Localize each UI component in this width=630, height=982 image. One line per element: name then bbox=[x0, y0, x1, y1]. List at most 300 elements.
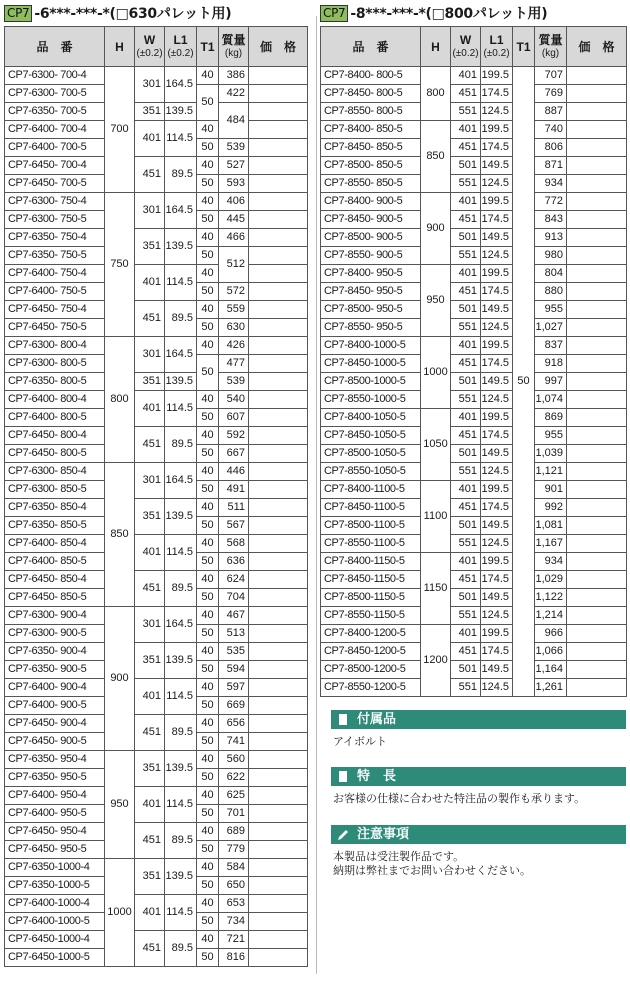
l1-cell: 124.5 bbox=[481, 103, 513, 121]
price-cell bbox=[249, 463, 308, 481]
column-divider bbox=[316, 16, 317, 974]
mass-cell: 624 bbox=[219, 571, 249, 589]
width-cell: 301 bbox=[135, 607, 165, 643]
mass-cell: 467 bbox=[219, 607, 249, 625]
series-badge: CP7 bbox=[4, 5, 32, 22]
height-cell: 900 bbox=[421, 193, 451, 265]
notes-line: 本製品は受注製作品です。 bbox=[333, 850, 465, 863]
price-cell bbox=[567, 85, 627, 103]
part-number-cell: CP7-6400- 850-4 bbox=[5, 535, 105, 553]
heading-marker-icon bbox=[339, 714, 347, 725]
width-cell: 501 bbox=[451, 229, 481, 247]
width-cell: 451 bbox=[451, 85, 481, 103]
price-cell bbox=[249, 193, 308, 211]
l1-cell: 114.5 bbox=[165, 121, 197, 157]
part-number-cell: CP7-6400- 800-5 bbox=[5, 409, 105, 427]
table-row bbox=[5, 643, 308, 661]
height-cell: 850 bbox=[105, 463, 135, 607]
part-number-cell: CP7-8500-1050-5 bbox=[321, 445, 421, 463]
part-number-cell: CP7-8500-1000-5 bbox=[321, 373, 421, 391]
mass-cell: 934 bbox=[535, 553, 567, 571]
t1-cell: 40 bbox=[197, 391, 219, 409]
part-number-cell: CP7-6350- 800-5 bbox=[5, 373, 105, 391]
width-cell: 451 bbox=[135, 301, 165, 337]
width-cell: 351 bbox=[135, 751, 165, 787]
height-cell: 950 bbox=[421, 265, 451, 337]
price-cell bbox=[249, 607, 308, 625]
t1-cell: 50 bbox=[197, 355, 219, 391]
mass-cell: 466 bbox=[219, 229, 249, 247]
header-l1: L1 (±0.2) bbox=[165, 27, 197, 67]
price-cell bbox=[249, 247, 308, 265]
price-cell bbox=[249, 229, 308, 247]
table-row bbox=[321, 247, 627, 265]
width-cell: 551 bbox=[451, 175, 481, 193]
mass-cell: 869 bbox=[535, 409, 567, 427]
part-number-cell: CP7-6300- 800-4 bbox=[5, 337, 105, 355]
l1-cell: 114.5 bbox=[165, 895, 197, 931]
mass-cell: 704 bbox=[219, 589, 249, 607]
t1-cell: 40 bbox=[197, 715, 219, 733]
table-row bbox=[321, 337, 627, 355]
width-cell: 401 bbox=[135, 787, 165, 823]
part-number-cell: CP7-8400-1200-5 bbox=[321, 625, 421, 643]
t1-cell: 50 bbox=[197, 247, 219, 265]
header-price: 価 格 bbox=[249, 27, 308, 67]
part-number-cell: CP7-6400- 900-5 bbox=[5, 697, 105, 715]
part-number-cell: CP7-6450- 850-4 bbox=[5, 571, 105, 589]
price-cell bbox=[249, 697, 308, 715]
table-row bbox=[5, 535, 308, 553]
price-cell bbox=[249, 139, 308, 157]
part-number-cell: CP7-8400- 850-5 bbox=[321, 121, 421, 139]
t1-cell: 50 bbox=[197, 319, 219, 337]
l1-cell: 114.5 bbox=[165, 391, 197, 427]
mass-cell: 980 bbox=[535, 247, 567, 265]
header-h: H bbox=[105, 27, 135, 67]
price-cell bbox=[249, 949, 308, 967]
t1-cell: 40 bbox=[197, 157, 219, 175]
price-cell bbox=[567, 571, 627, 589]
table-row bbox=[321, 535, 627, 553]
l1-cell: 199.5 bbox=[481, 265, 513, 283]
width-cell: 451 bbox=[135, 823, 165, 859]
price-cell bbox=[249, 175, 308, 193]
mass-cell: 540 bbox=[219, 391, 249, 409]
table-row bbox=[5, 931, 308, 949]
price-cell bbox=[249, 409, 308, 427]
width-cell: 551 bbox=[451, 247, 481, 265]
width-cell: 551 bbox=[451, 391, 481, 409]
mass-cell: 707 bbox=[535, 67, 567, 85]
t1-cell: 40 bbox=[197, 643, 219, 661]
l1-cell: 174.5 bbox=[481, 427, 513, 445]
price-cell bbox=[567, 589, 627, 607]
part-number-cell: CP7-6350- 900-5 bbox=[5, 661, 105, 679]
l1-cell: 199.5 bbox=[481, 193, 513, 211]
mass-cell: 607 bbox=[219, 409, 249, 427]
mass-cell: 806 bbox=[535, 139, 567, 157]
width-cell: 501 bbox=[451, 589, 481, 607]
l1-cell: 149.5 bbox=[481, 517, 513, 535]
l1-cell: 149.5 bbox=[481, 301, 513, 319]
t1-cell: 50 bbox=[197, 283, 219, 301]
part-number-cell: CP7-8400-1100-5 bbox=[321, 481, 421, 499]
price-cell bbox=[249, 391, 308, 409]
table-row bbox=[5, 499, 308, 517]
l1-cell: 124.5 bbox=[481, 319, 513, 337]
series-badge: CP7 bbox=[320, 5, 348, 22]
table-row bbox=[5, 67, 308, 85]
price-cell bbox=[567, 337, 627, 355]
mass-cell: 527 bbox=[219, 157, 249, 175]
l1-cell: 139.5 bbox=[165, 229, 197, 265]
part-number-cell: CP7-6400- 900-4 bbox=[5, 679, 105, 697]
price-cell bbox=[249, 481, 308, 499]
left-table-title bbox=[4, 4, 231, 24]
mass-cell: 560 bbox=[219, 751, 249, 769]
l1-cell: 114.5 bbox=[165, 679, 197, 715]
part-number-cell: CP7-8450- 950-5 bbox=[321, 283, 421, 301]
price-cell bbox=[567, 319, 627, 337]
width-cell: 351 bbox=[135, 859, 165, 895]
price-cell bbox=[567, 67, 627, 85]
part-number-cell: CP7-6450-1000-4 bbox=[5, 931, 105, 949]
t1-cell: 50 bbox=[197, 913, 219, 931]
mass-cell: 837 bbox=[535, 337, 567, 355]
pencil-icon bbox=[337, 828, 350, 841]
t1-cell: 40 bbox=[197, 121, 219, 139]
l1-cell: 149.5 bbox=[481, 229, 513, 247]
mass-cell: 1,214 bbox=[535, 607, 567, 625]
l1-cell: 89.5 bbox=[165, 715, 197, 751]
mass-cell: 513 bbox=[219, 625, 249, 643]
height-cell: 800 bbox=[105, 337, 135, 463]
table-row bbox=[321, 409, 627, 427]
table-row bbox=[321, 427, 627, 445]
width-cell: 401 bbox=[135, 121, 165, 157]
t1-cell: 50 bbox=[197, 481, 219, 499]
mass-cell: 843 bbox=[535, 211, 567, 229]
price-cell bbox=[249, 337, 308, 355]
mass-cell: 871 bbox=[535, 157, 567, 175]
mass-cell: 1,074 bbox=[535, 391, 567, 409]
table-row bbox=[5, 715, 308, 733]
header-w: W (±0.2) bbox=[451, 27, 481, 67]
price-cell bbox=[567, 661, 627, 679]
l1-cell: 114.5 bbox=[165, 787, 197, 823]
price-cell bbox=[249, 445, 308, 463]
part-number-cell: CP7-8500- 850-5 bbox=[321, 157, 421, 175]
table-row bbox=[321, 445, 627, 463]
t1-cell: 50 bbox=[513, 67, 535, 697]
mass-cell: 734 bbox=[219, 913, 249, 931]
part-number-cell: CP7-6450-1000-5 bbox=[5, 949, 105, 967]
price-cell bbox=[567, 301, 627, 319]
width-cell: 451 bbox=[135, 427, 165, 463]
part-number-cell: CP7-6350- 750-4 bbox=[5, 229, 105, 247]
l1-cell: 164.5 bbox=[165, 67, 197, 103]
l1-cell: 149.5 bbox=[481, 157, 513, 175]
table-row bbox=[5, 463, 308, 481]
height-cell: 1000 bbox=[105, 859, 135, 967]
mass-cell: 446 bbox=[219, 463, 249, 481]
l1-cell: 139.5 bbox=[165, 103, 197, 121]
table-row bbox=[321, 571, 627, 589]
l1-cell: 139.5 bbox=[165, 643, 197, 679]
mass-cell: 701 bbox=[219, 805, 249, 823]
width-cell: 401 bbox=[451, 409, 481, 427]
mass-cell: 955 bbox=[535, 301, 567, 319]
mass-cell: 386 bbox=[219, 67, 249, 85]
part-number-cell: CP7-6350-1000-5 bbox=[5, 877, 105, 895]
table-row bbox=[321, 67, 627, 85]
t1-cell: 40 bbox=[197, 535, 219, 553]
notes-line: 納期は弊社までお問い合わせください。 bbox=[333, 864, 531, 877]
part-number-cell: CP7-6450- 900-4 bbox=[5, 715, 105, 733]
t1-cell: 40 bbox=[197, 193, 219, 211]
l1-cell: 149.5 bbox=[481, 445, 513, 463]
table-row bbox=[321, 355, 627, 373]
mass-cell: 721 bbox=[219, 931, 249, 949]
mass-cell: 689 bbox=[219, 823, 249, 841]
t1-cell: 40 bbox=[197, 337, 219, 355]
part-number-cell: CP7-6450- 700-5 bbox=[5, 175, 105, 193]
mass-cell: 572 bbox=[219, 283, 249, 301]
width-cell: 551 bbox=[451, 463, 481, 481]
price-cell bbox=[249, 265, 308, 283]
l1-cell: 199.5 bbox=[481, 337, 513, 355]
mass-cell: 650 bbox=[219, 877, 249, 895]
l1-cell: 174.5 bbox=[481, 571, 513, 589]
part-number-cell: CP7-8500-1150-5 bbox=[321, 589, 421, 607]
price-cell bbox=[567, 499, 627, 517]
mass-cell: 769 bbox=[535, 85, 567, 103]
mass-cell: 592 bbox=[219, 427, 249, 445]
price-cell bbox=[567, 463, 627, 481]
part-number-cell: CP7-6350- 750-5 bbox=[5, 247, 105, 265]
width-cell: 351 bbox=[135, 643, 165, 679]
t1-cell: 50 bbox=[197, 211, 219, 229]
l1-cell: 114.5 bbox=[165, 535, 197, 571]
mass-cell: 426 bbox=[219, 337, 249, 355]
height-cell: 900 bbox=[105, 607, 135, 751]
width-cell: 501 bbox=[451, 661, 481, 679]
width-cell: 551 bbox=[451, 319, 481, 337]
width-cell: 451 bbox=[135, 157, 165, 193]
mass-cell: 491 bbox=[219, 481, 249, 499]
part-number-cell: CP7-6450- 800-5 bbox=[5, 445, 105, 463]
mass-cell: 630 bbox=[219, 319, 249, 337]
part-number-cell: CP7-6350- 850-4 bbox=[5, 499, 105, 517]
table-row bbox=[321, 463, 627, 481]
table-row bbox=[321, 193, 627, 211]
width-cell: 551 bbox=[451, 103, 481, 121]
mass-cell: 901 bbox=[535, 481, 567, 499]
width-cell: 401 bbox=[451, 553, 481, 571]
mass-cell: 880 bbox=[535, 283, 567, 301]
part-number-cell: CP7-8500-1200-5 bbox=[321, 661, 421, 679]
t1-cell: 40 bbox=[197, 427, 219, 445]
table-row bbox=[5, 265, 308, 283]
width-cell: 351 bbox=[135, 499, 165, 535]
price-cell bbox=[249, 913, 308, 931]
mass-cell: 484 bbox=[219, 103, 249, 139]
l1-cell: 89.5 bbox=[165, 301, 197, 337]
l1-cell: 124.5 bbox=[481, 463, 513, 481]
part-number-cell: CP7-8550- 850-5 bbox=[321, 175, 421, 193]
height-cell: 1050 bbox=[421, 409, 451, 481]
height-cell: 1200 bbox=[421, 625, 451, 697]
width-cell: 301 bbox=[135, 463, 165, 499]
table-row bbox=[5, 823, 308, 841]
l1-cell: 139.5 bbox=[165, 499, 197, 535]
part-number-cell: CP7-6300- 900-5 bbox=[5, 625, 105, 643]
t1-cell: 50 bbox=[197, 553, 219, 571]
part-number-cell: CP7-8450-1000-5 bbox=[321, 355, 421, 373]
part-number-cell: CP7-8450- 850-5 bbox=[321, 139, 421, 157]
t1-cell: 50 bbox=[197, 949, 219, 967]
l1-cell: 174.5 bbox=[481, 499, 513, 517]
part-number-cell: CP7-6350- 850-5 bbox=[5, 517, 105, 535]
price-cell bbox=[249, 841, 308, 859]
l1-cell: 149.5 bbox=[481, 661, 513, 679]
width-cell: 451 bbox=[451, 355, 481, 373]
width-cell: 401 bbox=[451, 481, 481, 499]
notes-text bbox=[333, 850, 625, 878]
width-cell: 401 bbox=[451, 625, 481, 643]
price-cell bbox=[249, 535, 308, 553]
part-number-cell: CP7-8550-1200-5 bbox=[321, 679, 421, 697]
price-cell bbox=[567, 265, 627, 283]
width-cell: 451 bbox=[451, 139, 481, 157]
price-cell bbox=[249, 625, 308, 643]
part-number-cell: CP7-8550- 950-5 bbox=[321, 319, 421, 337]
price-cell bbox=[567, 229, 627, 247]
l1-cell: 89.5 bbox=[165, 571, 197, 607]
width-cell: 551 bbox=[451, 679, 481, 697]
part-number-cell: CP7-6450- 950-5 bbox=[5, 841, 105, 859]
part-number-cell: CP7-8400-1150-5 bbox=[321, 553, 421, 571]
l1-cell: 174.5 bbox=[481, 139, 513, 157]
width-cell: 501 bbox=[451, 517, 481, 535]
header-mass: 質量 (kg) bbox=[535, 27, 567, 67]
price-cell bbox=[567, 175, 627, 193]
table-row bbox=[5, 859, 308, 877]
t1-cell: 40 bbox=[197, 931, 219, 949]
width-cell: 451 bbox=[451, 571, 481, 589]
t1-cell: 40 bbox=[197, 895, 219, 913]
mass-cell: 1,039 bbox=[535, 445, 567, 463]
width-cell: 451 bbox=[135, 931, 165, 967]
l1-cell: 89.5 bbox=[165, 427, 197, 463]
height-cell: 1000 bbox=[421, 337, 451, 409]
width-cell: 351 bbox=[135, 103, 165, 121]
part-number-cell: CP7-6450- 750-4 bbox=[5, 301, 105, 319]
part-number-cell: CP7-8450-1050-5 bbox=[321, 427, 421, 445]
table-row bbox=[5, 157, 308, 175]
part-number-cell: CP7-6450- 800-4 bbox=[5, 427, 105, 445]
price-cell bbox=[249, 157, 308, 175]
part-number-cell: CP7-8550- 900-5 bbox=[321, 247, 421, 265]
table-row bbox=[321, 481, 627, 499]
features-text: お客様の仕様に合わせた特注品の製作も承ります。 bbox=[333, 792, 586, 805]
table-row bbox=[321, 211, 627, 229]
t1-cell: 50 bbox=[197, 805, 219, 823]
mass-cell: 934 bbox=[535, 175, 567, 193]
price-cell bbox=[249, 895, 308, 913]
table-row bbox=[321, 607, 627, 625]
l1-cell: 149.5 bbox=[481, 373, 513, 391]
l1-cell: 139.5 bbox=[165, 373, 197, 391]
mass-cell: 594 bbox=[219, 661, 249, 679]
price-cell bbox=[249, 679, 308, 697]
t1-cell: 50 bbox=[197, 661, 219, 679]
price-cell bbox=[249, 823, 308, 841]
part-number-cell: CP7-6400- 700-4 bbox=[5, 121, 105, 139]
table-row bbox=[321, 517, 627, 535]
part-number-cell: CP7-6300- 800-5 bbox=[5, 355, 105, 373]
table-row bbox=[5, 391, 308, 409]
part-number-cell: CP7-6400- 800-4 bbox=[5, 391, 105, 409]
mass-cell: 741 bbox=[219, 733, 249, 751]
price-cell bbox=[249, 877, 308, 895]
price-cell bbox=[567, 427, 627, 445]
part-number-cell: CP7-6300- 850-4 bbox=[5, 463, 105, 481]
part-number-cell: CP7-6300- 750-5 bbox=[5, 211, 105, 229]
part-number-cell: CP7-6450- 850-5 bbox=[5, 589, 105, 607]
table-row bbox=[5, 337, 308, 355]
t1-cell: 50 bbox=[197, 769, 219, 787]
t1-cell: 40 bbox=[197, 571, 219, 589]
width-cell: 451 bbox=[451, 211, 481, 229]
mass-cell: 913 bbox=[535, 229, 567, 247]
mass-cell: 804 bbox=[535, 265, 567, 283]
mass-cell: 1,122 bbox=[535, 589, 567, 607]
table-row bbox=[5, 301, 308, 319]
price-cell bbox=[249, 805, 308, 823]
part-number-cell: CP7-6450- 700-4 bbox=[5, 157, 105, 175]
width-cell: 401 bbox=[135, 265, 165, 301]
part-number-cell: CP7-6450- 900-5 bbox=[5, 733, 105, 751]
price-cell bbox=[249, 769, 308, 787]
features-heading: 特 長 bbox=[331, 767, 626, 786]
accessories-text: アイボルト bbox=[333, 735, 388, 748]
mass-cell: 966 bbox=[535, 625, 567, 643]
part-number-cell: CP7-8550-1000-5 bbox=[321, 391, 421, 409]
mass-cell: 1,121 bbox=[535, 463, 567, 481]
l1-cell: 164.5 bbox=[165, 463, 197, 499]
part-number-cell: CP7-8550- 800-5 bbox=[321, 103, 421, 121]
table-row bbox=[321, 625, 627, 643]
t1-cell: 40 bbox=[197, 607, 219, 625]
t1-cell: 50 bbox=[197, 733, 219, 751]
price-cell bbox=[249, 589, 308, 607]
mass-cell: 918 bbox=[535, 355, 567, 373]
t1-cell: 40 bbox=[197, 265, 219, 283]
table-row bbox=[5, 895, 308, 913]
part-number-cell: CP7-8550-1100-5 bbox=[321, 535, 421, 553]
t1-cell: 40 bbox=[197, 301, 219, 319]
part-number-cell: CP7-6400- 700-5 bbox=[5, 139, 105, 157]
table-row bbox=[5, 229, 308, 247]
price-cell bbox=[567, 103, 627, 121]
mass-cell: 567 bbox=[219, 517, 249, 535]
right-table-title bbox=[320, 4, 547, 24]
width-cell: 401 bbox=[135, 535, 165, 571]
width-cell: 301 bbox=[135, 67, 165, 103]
part-number-cell: CP7-8450- 800-5 bbox=[321, 85, 421, 103]
